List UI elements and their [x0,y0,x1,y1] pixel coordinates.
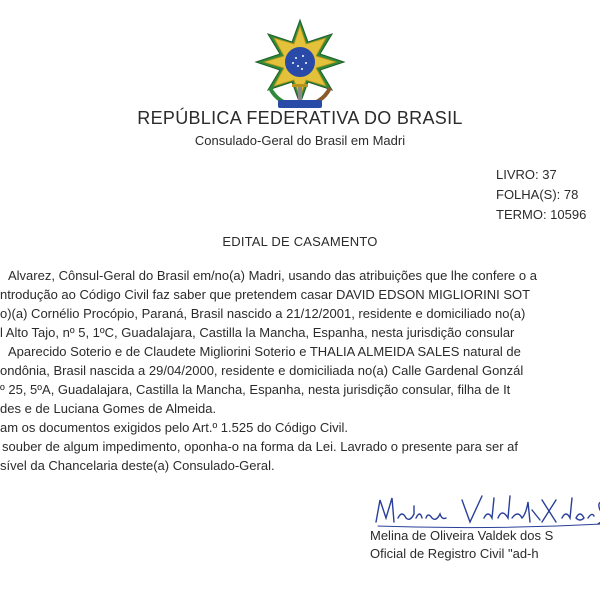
body-line: am os documentos exigidos pelo Art.º 1.525 do Código Civil. [0,420,348,435]
handwritten-signature [370,488,600,532]
body-line: Alvarez, Cônsul-Geral do Brasil em/no(a) Madri, usando das atribuições que lhe confere o a [8,268,537,283]
body-line: souber de algum impedimento, oponha-o na forma da Lei. Lavrado o presente para ser af [2,439,518,454]
body-line: des e de Luciana Gomes de Almeida. [0,401,217,416]
signatory-role: Oficial de Registro Civil "ad-h [370,546,539,561]
republic-heading: REPÚBLICA FEDERATIVA DO BRASIL [137,108,463,128]
registry-folha: FOLHA(S): 78 [496,187,579,202]
body-line: ntrodução ao Código Civil faz saber que pretendem casar DAVID EDSON MIGLIORINI SOT [0,287,531,302]
body-line: o)(a) Cornélio Procópio, Paraná, Brasil nascido a 21/12/2001, residente e domiciliado no(a) [0,306,526,321]
registry-livro: LIVRO: 37 [496,167,557,182]
document-title: EDITAL DE CASAMENTO [222,234,378,249]
body-line: l Alto Tajo, nº 5, 1ºC, Guadalajara, Castilla la Mancha, Espanha, nesta jurisdição consular [0,325,515,340]
body-line: º 25, 5ºA, Guadalajara, Castilla la Mancha, Espanha, nesta jurisdição consular, filha de It [0,382,511,397]
body-line: sível da Chancelaria deste(a) Consulado-Geral. [0,458,275,473]
brazil-coat-of-arms-icon [248,18,352,110]
consulate-subheading: Consulado-Geral do Brasil em Madri [194,133,406,148]
body-line: Aparecido Soterio e de Claudete Migliorini Soterio e THALIA ALMEIDA SALES natural de [8,344,521,359]
body-line: ondônia, Brasil nascida a 29/04/2000, residente e domiciliada no(a) Calle Gardenal Gonzál [0,363,524,378]
signatory-name: Melina de Oliveira Valdek dos S [370,528,554,543]
registry-termo: TERMO: 10596 [496,207,587,222]
